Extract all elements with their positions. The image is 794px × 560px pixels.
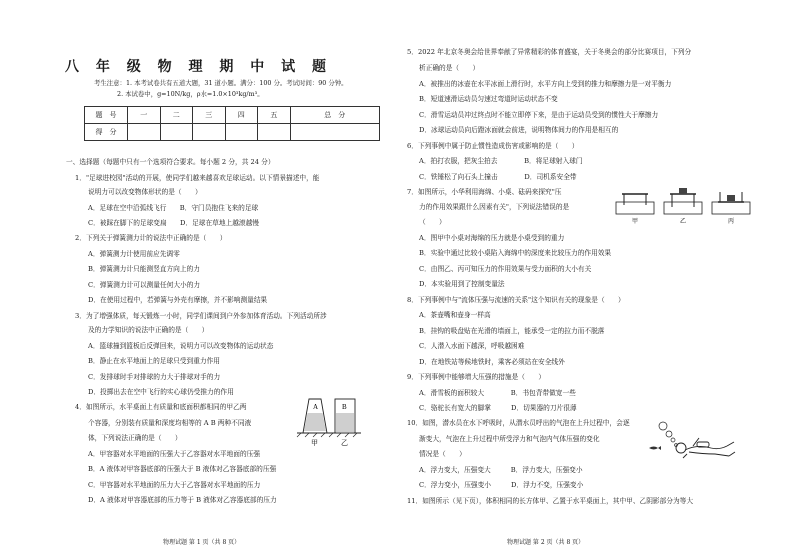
exam-title: 八 年 级 物 理 期 中 试 题 (65, 59, 332, 75)
score-cell[interactable] (258, 124, 291, 141)
option-line: B．短道速滑运动员匀速过弯道时运动状态不变 (419, 95, 558, 103)
pressure-experiment-figure (614, 184, 754, 224)
option-line: A．被推出的冰壶在水平冰面上滑行时，水平方向上受到的推力和摩擦力是一对平衡力 (419, 80, 672, 88)
score-header-cell: 三 (193, 107, 226, 124)
question-line: 2．下列关于弹簧测力计的说法中正确的是（ ） (75, 234, 227, 242)
question-line: 11．如图所示（见下页），体积相同的长方体甲、乙置于水平桌面上，其中甲、乙阴影部分为等大 (407, 497, 694, 505)
option-line: C．铁锤松了向石头上撞击 D．司机系安全带 (419, 173, 577, 181)
score-cell[interactable] (160, 124, 193, 141)
option-line: C．人潜入水面下越深，呼吸越困难 (419, 342, 525, 350)
sponge-bing (712, 202, 750, 214)
option-line: A．浮力变大，压强变大 B．浮力变大，压强变小 (419, 466, 583, 474)
weight-yi (679, 188, 687, 194)
option-line: A．甲容器对水平地面的压强大于乙容器对水平地面的压强 (88, 450, 261, 458)
option-line: A．滑雪板的面积较大 B．书包背带做宽一些 (419, 389, 576, 397)
score-header-cell: 总 分 (290, 107, 379, 124)
option-line: C．甲容器对水平地面的压力大于乙容器对水平地面的压力 (88, 481, 261, 489)
score-row-label: 得 分 (85, 124, 128, 141)
option-line: A．茶壶嘴和壶身一样高 (419, 311, 491, 319)
option-line: B．挂钩的吸盘贴在光滑的墙面上，能承受一定的拉力而不脱落 (419, 327, 605, 335)
question-line: 3．为了增强体质，每天锻炼一小时，同学们课间到户外参加体育活动。下列活动所涉 (75, 312, 327, 320)
option-line: D．在地铁站等候地铁时，乘客必须站在安全线外 (419, 358, 565, 366)
question-line: 个容器，分别装有质量和深度均相等的 A B 两种不同液 (88, 419, 252, 427)
option-line: A．拍打衣服，把灰尘拍去 B．将足球射入球门 (419, 157, 583, 165)
option-line: B．静止在水平地面上的足球只受到重力作用 (88, 357, 220, 365)
table-hatching (297, 433, 357, 437)
question-line: 9．下列事例中能够增大压强的措施是（ ） (407, 373, 546, 381)
option-line: C．由图乙、丙可知压力的作用效果与受力面积的大小有关 (419, 265, 592, 273)
question-line: 4．如图所示，水平桌面上有质量和底面积都相同的甲乙两 (75, 403, 247, 411)
question-line: 7．如图所示，小华利用海绵、小桌、砝码来探究"压 (407, 188, 562, 196)
option-line: A．篮球撞到篮板后反弹回来，说明力可以改变物体的运动状态 (88, 342, 274, 350)
score-table-header-row (85, 107, 380, 124)
liquid-b (336, 413, 354, 432)
score-cell[interactable] (290, 124, 379, 141)
option-line: C．骆驼长有宽大的脚掌 D．切果器的刀片很薄 (419, 404, 577, 412)
page-footer-1: 物理试题 第 1 页（共 8 页） (163, 539, 241, 546)
label-yi: 乙 (680, 219, 687, 224)
option-line: A．足球在空中沿弧线飞行 B．守门员抱住飞来的足球 (88, 204, 259, 212)
option-line: C．弹簧测力计可以测量任何大小的力 (88, 281, 201, 289)
score-table (84, 106, 380, 141)
question-line: 渐变大，气泡在上升过程中所受浮力和气泡内气体压强的变化 (419, 435, 600, 443)
option-line: D．投掷出去在空中飞行的实心球仍受推力的作用 (88, 388, 234, 396)
score-cell[interactable] (193, 124, 226, 141)
label-yi: 乙 (341, 439, 348, 447)
label-a: A (313, 403, 319, 411)
option-line: C．被踩在脚下的足球变扁 D．足球在草地上越滚越慢 (88, 219, 259, 227)
score-header-cell: 四 (225, 107, 258, 124)
sponge-yi (664, 202, 702, 214)
question-line: 及的力学知识的说法中正确的是（ ） (88, 326, 209, 334)
question-line: 说明力可以改变物体形状的是（ ） (88, 188, 202, 196)
sponge-jia (616, 202, 654, 214)
exam-note-2: 2. 本试卷中，g=10N/kg，ρ水=1.0×10³kg/m³。 (117, 90, 264, 98)
score-cell[interactable] (225, 124, 258, 141)
option-line: C．浮力变小，压强变小 D．浮力不变，压强变小 (419, 481, 584, 489)
diver (676, 438, 735, 458)
section-heading: 一、选择题（每题中只有一个选项符合要求。每小题 2 分，共 24 分） (66, 158, 275, 166)
question-line: 8．下列事例中与"流体压强与流速的关系"这个知识有关的现象是（ ） (407, 296, 625, 304)
page-footer-2: 物理试题 第 2 页（共 8 页） (507, 539, 585, 546)
question-line: （ ） (419, 218, 446, 226)
score-table-score-row (85, 124, 380, 141)
option-line: B．弹簧测力计只能测竖直方向上的力 (88, 265, 200, 273)
diver-figure (645, 418, 737, 460)
score-header-cell: 题 号 (85, 107, 128, 124)
option-line: B．实验中通过比较小桌陷入海绵中的深度来比较压力的作用效果 (419, 249, 612, 257)
question-line: 情况是（ ） (419, 450, 466, 458)
label-b: B (342, 403, 347, 411)
fish (649, 446, 661, 450)
option-line: C．发排球时手对排球的力大于排球对手的力 (88, 373, 221, 381)
label-bing: 丙 (728, 219, 735, 224)
option-line: D．A 液体对甲容器底部的压力等于 B 液体对乙容器底部的压力 (88, 496, 277, 504)
score-cell[interactable] (128, 124, 161, 141)
question-line: 5．2022 年北京冬奥会给世界奉献了异常精彩的体育盛宴，关于冬奥会的部分比赛项目，下列分 (407, 48, 692, 56)
question-line: 10．如图，潜水员在水下呼吸时，从潜水员呼出的气泡在上升过程中，会逐 (407, 419, 630, 427)
label-jia: 甲 (311, 439, 318, 447)
bubbles (659, 422, 677, 446)
option-line: A．弹簧测力计使用前应先调零 (88, 250, 180, 258)
option-line: D．本实验用到了控制变量法 (419, 280, 505, 288)
containers-figure (295, 393, 363, 447)
question-line: 1．"足球进校园"活动的开展，使同学们越来越喜欢足球运动。以下情景描述中，能 (75, 174, 320, 182)
option-line: A．图甲中小桌对海绵的压力就是小桌受到的重力 (419, 234, 565, 242)
question-line: 6．下列事例中属于防止惯性造成伤害或影响的是（ ） (407, 142, 579, 150)
option-line: C．滑雪运动员冲过终点时不能立即停下来，是由于运动员受到的惯性大于摩擦力 (419, 111, 659, 119)
exam-note-1: 考生注意：1. 本考试卷共有五道大题，31 道小题。满分：100 分。考试时间：90 分钟。 (94, 79, 348, 87)
option-line: D．冰球运动员向后蹬冰面就会前进，说明物体间力的作用是相互的 (419, 126, 619, 134)
question-line: 析正确的是（ ） (419, 64, 480, 72)
score-header-cell: 五 (258, 107, 291, 124)
question-line: 体，下列说法正确的是（ ） (88, 434, 182, 442)
option-line: B．A 液体对甲容器底部的压强大于 B 液体对乙容器底部的压强 (88, 465, 277, 473)
score-header-cell: 一 (128, 107, 161, 124)
score-header-cell: 二 (160, 107, 193, 124)
label-jia: 甲 (632, 219, 639, 224)
weight-bing (727, 195, 735, 201)
page-2 (397, 0, 794, 560)
question-line: 力的作用效果跟什么因素有关"，下列说法错误的是 (419, 203, 570, 211)
liquid-a (304, 413, 326, 431)
option-line: D．在使用过程中，若弹簧与外壳有摩擦，并不影响测量结果 (88, 296, 268, 304)
